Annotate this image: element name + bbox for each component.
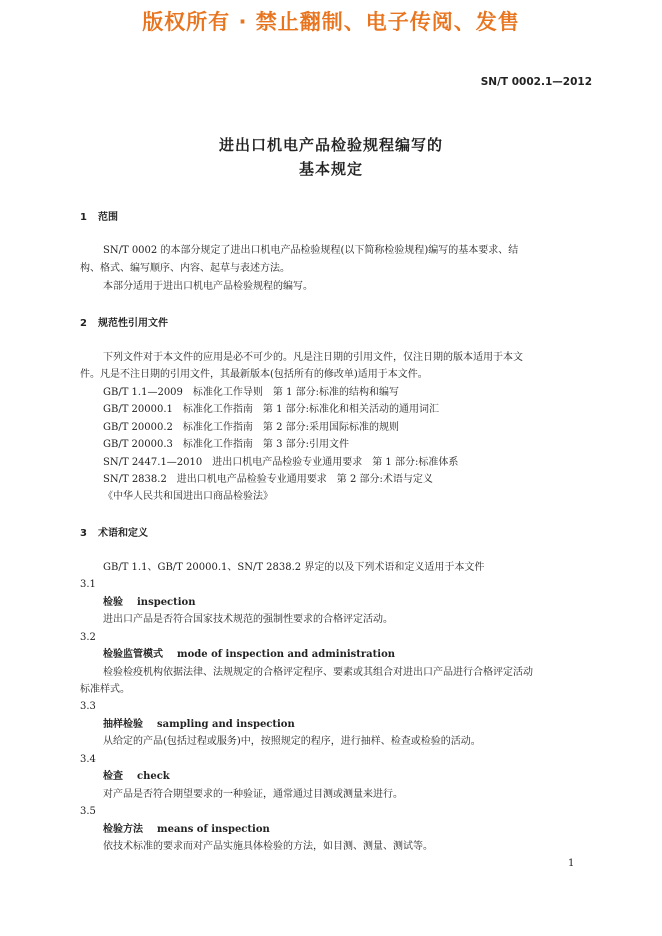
terms-intro: GB/T 1.1、GB/T 20000.1、SN/T 2838.2 界定的以及下列术语和定义适用于本文件 (103, 562, 485, 573)
term-english: mode of inspection and administration (177, 649, 396, 660)
document-number: SN/T 0002.1—2012 (480, 76, 592, 88)
reference-item: 《中华人民共和国进出口商品检验法》 (103, 491, 273, 502)
section-number: 3 (80, 528, 87, 539)
section-heading-terms (80, 527, 148, 541)
term-definition: 进出口产品是否符合国家技术规范的强制性要求的合格评定活动。 (103, 614, 393, 625)
term-heading (103, 648, 395, 662)
reference-item: GB/T 20000.2 标准化工作指南 第 2 部分:采用国际标准的规则 (103, 422, 399, 433)
page-title-line1: 进出口机电产品检验规程编写的 (218, 136, 443, 154)
scope-paragraph-line: 构、格式、编写顺序、内容、起草与表述方法。 (80, 263, 290, 274)
scope-paragraph-line: 本部分适用于进出口机电产品检验规程的编写。 (103, 281, 313, 292)
term-chinese: 检验 (103, 597, 123, 608)
reference-item: SN/T 2447.1—2010 进出口机电产品检验专业通用要求 第 1 部分:标准体系 (103, 457, 459, 468)
term-number: 3.2 (80, 632, 96, 643)
references-intro-line: 件。凡是不注日期的引用文件，其最新版本(包括所有的修改单)适用于本文件。 (80, 369, 428, 380)
section-number: 1 (80, 212, 87, 223)
term-number: 3.1 (80, 579, 96, 590)
section-number: 2 (80, 318, 87, 329)
section-title: 范围 (98, 212, 118, 223)
term-definition: 依技术标准的要求而对产品实施具体检验的方法，如目测、测量、测试等。 (103, 841, 433, 852)
term-heading (103, 718, 295, 732)
scope-paragraph-line: SN/T 0002 的本部分规定了进出口机电产品检验规程(以下简称检验规程)编写的基本要求、结 (103, 245, 519, 256)
page-title-line2: 基本规定 (298, 160, 363, 178)
term-heading (103, 770, 170, 784)
reference-item: SN/T 2838.2 进出口机电产品检验专业通用要求 第 2 部分:术语与定义 (103, 474, 433, 485)
term-chinese: 抽样检验 (103, 719, 143, 730)
term-number: 3.4 (80, 754, 96, 765)
section-heading-scope (80, 211, 118, 225)
term-definition: 检验检疫机构依据法律、法规规定的合格评定程序、要素或其组合对进出口产品进行合格评定活动 (103, 667, 533, 678)
term-definition: 标准样式。 (80, 684, 130, 695)
term-english: sampling and inspection (157, 719, 295, 730)
term-heading (103, 596, 196, 610)
term-definition: 对产品是否符合期望要求的一种验证，通常通过目测或测量来进行。 (103, 789, 403, 800)
section-title: 术语和定义 (98, 528, 148, 539)
section-heading-references (80, 317, 168, 331)
term-english: inspection (137, 597, 196, 608)
term-heading (103, 823, 270, 837)
section-title: 规范性引用文件 (98, 318, 168, 329)
term-definition: 从给定的产品(包括过程或服务)中，按照规定的程序，进行抽样、检查或检验的活动。 (103, 736, 481, 747)
reference-item: GB/T 1.1—2009 标准化工作导则 第 1 部分:标准的结构和编写 (103, 387, 399, 398)
term-chinese: 检验方法 (103, 824, 143, 835)
page-number: 1 (568, 858, 575, 869)
references-intro-line: 下列文件对于本文件的应用是必不可少的。凡是注日期的引用文件，仅注日期的版本适用于本文 (103, 352, 523, 363)
term-number: 3.3 (80, 701, 96, 712)
term-number: 3.5 (80, 806, 96, 817)
term-chinese: 检查 (103, 771, 123, 782)
copyright-watermark: 版权所有 · 禁止翻制、电子传阅、发售 (142, 10, 520, 34)
reference-item: GB/T 20000.3 标准化工作指南 第 3 部分:引用文件 (103, 439, 349, 450)
reference-item: GB/T 20000.1 标准化工作指南 第 1 部分:标准化和相关活动的通用词汇 (103, 404, 439, 415)
term-chinese: 检验监管模式 (103, 649, 163, 660)
term-english: means of inspection (157, 824, 270, 835)
term-english: check (137, 771, 170, 782)
